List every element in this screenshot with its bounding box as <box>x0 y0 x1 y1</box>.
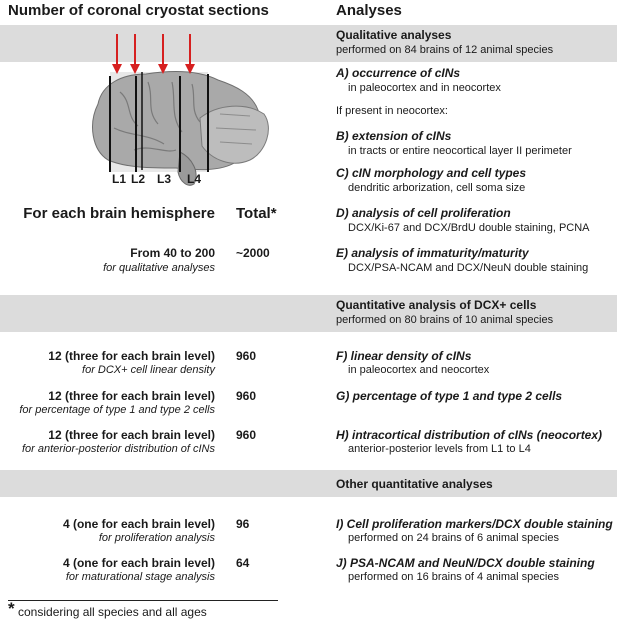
right-column-header: Analyses <box>336 2 402 19</box>
level-label-l2: L2 <box>131 172 146 186</box>
analysis-a-detail: in paleocortex and in neocortex <box>348 82 501 94</box>
analysis-j-detail: performed on 16 brains of 4 animal species <box>348 571 559 583</box>
row-i-sections: 4 (one for each brain level) <box>62 517 215 531</box>
analysis-e-detail: DCX/PSA-NCAM and DCX/NeuN double staining <box>348 262 589 274</box>
level-label-l3: L3 <box>157 172 172 186</box>
analysis-c-title: C) cIN morphology and cell types <box>336 166 527 180</box>
footnote-rule <box>8 600 278 601</box>
row-h-total: 960 <box>236 428 257 442</box>
qualitative-title: Qualitative analyses <box>336 28 452 42</box>
analysis-b-title: B) extension of cINs <box>336 129 452 143</box>
if-present-note: If present in neocortex: <box>336 105 448 117</box>
row-g-sections: 12 (three for each brain level) <box>48 389 215 403</box>
arrow-l2 <box>130 34 140 74</box>
footnote-mark: * <box>8 599 15 618</box>
level-label-l4: L4 <box>187 172 202 186</box>
analysis-j-title: J) PSA-NCAM and NeuN/DCX double staining <box>336 556 595 570</box>
arrow-l3 <box>158 34 168 74</box>
row-g-purpose: for percentage of type 1 and type 2 cells <box>19 404 215 416</box>
row-j-total: 64 <box>236 556 250 570</box>
hemisphere-header: For each brain hemisphere <box>23 205 215 222</box>
qualitative-purpose: for qualitative analyses <box>103 262 215 274</box>
analysis-b-detail: in tracts or entire neocortical layer II perimeter <box>348 145 572 157</box>
row-f-sections: 12 (three for each brain level) <box>48 349 215 363</box>
row-g-total: 960 <box>236 389 257 403</box>
analysis-f-title: F) linear density of cINs <box>336 349 472 363</box>
arrow-l1 <box>112 34 122 74</box>
analysis-i-detail: performed on 24 brains of 6 animal species <box>348 532 559 544</box>
arrow-l4 <box>185 34 195 74</box>
left-column-header: Number of coronal cryostat sections <box>8 2 269 19</box>
analysis-i-title: I) Cell proliferation markers/DCX double staining <box>336 517 613 531</box>
row-i-purpose: for proliferation analysis <box>98 532 215 544</box>
row-j-purpose: for maturational stage analysis <box>65 571 215 583</box>
other-band <box>0 470 617 497</box>
analysis-c-detail: dendritic arborization, cell soma size <box>348 182 526 194</box>
analysis-h-title: H) intracortical distribution of cINs (neocortex) <box>336 428 603 442</box>
analysis-g-title: G) percentage of type 1 and type 2 cells <box>336 389 563 403</box>
analysis-f-detail: in paleocortex and neocortex <box>348 364 490 376</box>
row-f-purpose: for DCX+ cell linear density <box>82 364 215 376</box>
brain-level-figure <box>80 32 270 188</box>
other-title: Other quantitative analyses <box>336 477 493 491</box>
level-label-l1: L1 <box>112 172 127 186</box>
footnote-text: considering all species and all ages <box>18 605 207 619</box>
row-f-total: 960 <box>236 349 257 363</box>
row-i-total: 96 <box>236 517 250 531</box>
quantitative-title: Quantitative analysis of DCX+ cells <box>336 298 537 312</box>
analysis-a-title: A) occurrence of cINs <box>336 66 461 80</box>
row-j-sections: 4 (one for each brain level) <box>62 556 215 570</box>
analysis-d-title: D) analysis of cell proliferation <box>336 206 511 220</box>
analysis-d-detail: DCX/Ki-67 and DCX/BrdU double staining, PCNA <box>348 222 590 234</box>
total-header: Total* <box>236 205 277 222</box>
qualitative-subtitle: performed on 84 brains of 12 animal species <box>336 44 554 56</box>
row-h-purpose: for anterior-posterior distribution of cINs <box>22 443 215 455</box>
analysis-e-title: E) analysis of immaturity/maturity <box>336 246 529 260</box>
analysis-h-detail: anterior-posterior levels from L1 to L4 <box>348 443 531 455</box>
qualitative-sections: From 40 to 200 <box>130 246 215 260</box>
row-h-sections: 12 (three for each brain level) <box>48 428 215 442</box>
qualitative-total: ~2000 <box>236 246 270 260</box>
quantitative-subtitle: performed on 80 brains of 10 animal species <box>336 314 554 326</box>
